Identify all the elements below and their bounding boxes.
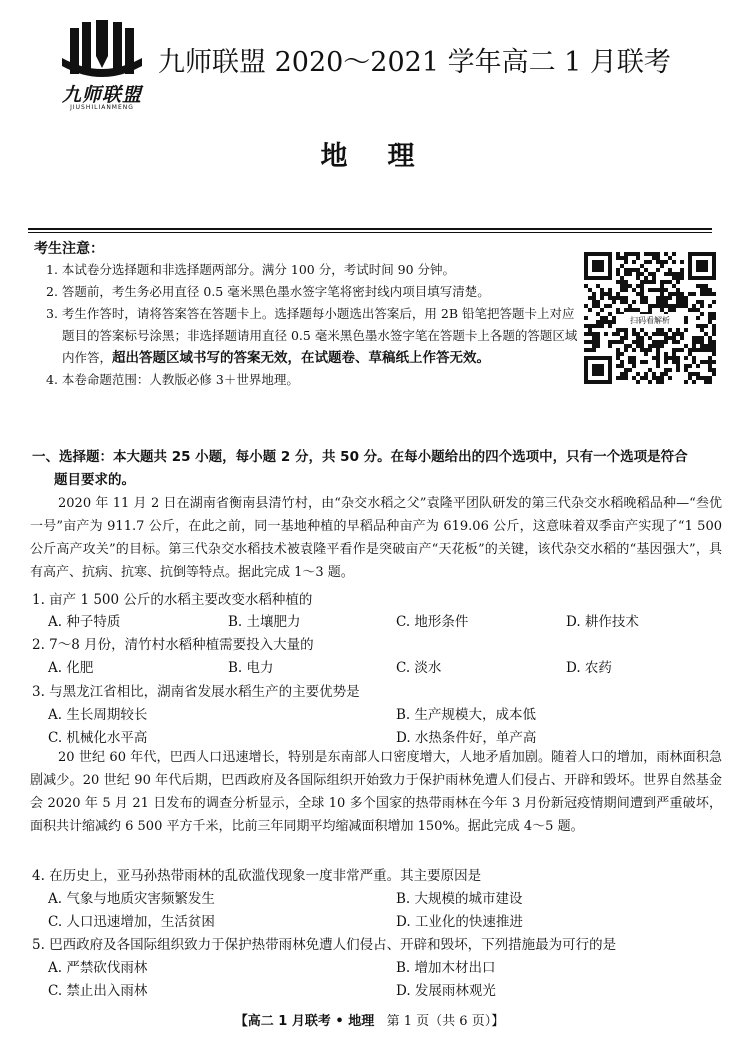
subject-char: 理 bbox=[387, 141, 419, 172]
notice-item-text: 3. 考生作答时，请将答案答在答题卡上。选择题每小题选出答案后，用 2B 铅笔把答题卡上对应题目的答案标号涂黑；非选择题请用直径 0.5 毫米黑色墨水签字笔在答题卡上各题的答题区域内作答， bbox=[46, 306, 578, 365]
passage-2 bbox=[30, 746, 722, 838]
question-1-option-c: C. 地形条件 bbox=[396, 614, 469, 630]
question-3-stem: 3. 与黑龙江省相比，湖南省发展水稻生产的主要优势是 bbox=[32, 684, 360, 700]
header-rule bbox=[28, 228, 712, 230]
footer-exam-name: 【高二 1 月联考 • 地理 bbox=[234, 1014, 375, 1029]
subject-char: 地 bbox=[320, 141, 352, 172]
question-1-option-d: D. 耕作技术 bbox=[566, 614, 639, 630]
question-4-stem: 4. 在历史上，亚马孙热带雨林的乱砍滥伐现象一度非常严重。其主要原因是 bbox=[32, 868, 482, 884]
question-2-option-c: C. 淡水 bbox=[396, 660, 442, 676]
qr-caption: 扫码看解析 bbox=[616, 314, 684, 328]
notice-item: 4. 本卷命题范围：人教版必修 3＋世界地理。 bbox=[46, 372, 299, 387]
footer-page-number: 第 1 页（共 6 页）】 bbox=[386, 1014, 505, 1029]
question-2-option-a: A. 化肥 bbox=[48, 660, 94, 676]
question-4-option-b: B. 大规模的城市建设 bbox=[396, 891, 523, 907]
section-heading-line: 题目要求的。 bbox=[54, 472, 135, 488]
notice-item bbox=[46, 303, 586, 369]
question-3-option-c: C. 机械化水平高 bbox=[48, 730, 148, 746]
question-2-option-d: D. 农药 bbox=[566, 660, 612, 676]
notice-item-emphasis: 超出答题区域书写的答案无效，在试题卷、草稿纸上作答无效。 bbox=[112, 350, 491, 366]
notice-item: 2. 答题前，考生务必用直径 0.5 毫米黑色墨水签字笔将密封线内项目填写清楚。 bbox=[46, 284, 490, 299]
section-heading-line: 一、选择题：本大题共 25 小题，每小题 2 分，共 50 分。在每小题给出的四个选项中，只有一个选项是符合 bbox=[32, 449, 688, 465]
question-3-option-b: B. 生产规模大，成本低 bbox=[396, 707, 537, 723]
question-3-option-d: D. 水热条件好，单产高 bbox=[396, 730, 537, 746]
notice-item: 1. 本试卷分选择题和非选择题两部分。满分 100 分，考试时间 90 分钟。 bbox=[46, 262, 456, 277]
header-rule-thin bbox=[28, 232, 712, 233]
logo-pinyin: JIUSHILIANMENG bbox=[70, 104, 134, 111]
exam-title: 九师联盟 2020～2021 学年高二 1 月联考 bbox=[158, 47, 671, 78]
notice-list bbox=[46, 259, 586, 391]
question-5-option-b: B. 增加木材出口 bbox=[396, 960, 496, 976]
question-1-stem: 1. 亩产 1 500 公斤的水稻主要改变水稻种植的 bbox=[32, 592, 313, 608]
question-5-option-c: C. 禁止出入雨林 bbox=[48, 983, 148, 999]
question-5-option-d: D. 发展雨林观光 bbox=[396, 983, 496, 999]
question-1-option-b: B. 土壤肥力 bbox=[228, 614, 301, 630]
question-5-stem: 5. 巴西政府及各国际组织致力于保护热带雨林免遭人们侵占、开辟和毁坏，下列措施最为可行的是 bbox=[32, 937, 617, 953]
question-3-option-a: A. 生长周期较长 bbox=[48, 707, 148, 723]
question-2-stem: 2. 7～8 月份，清竹村水稻种植需要投入大量的 bbox=[32, 637, 314, 653]
question-4-option-a: A. 气象与地质灾害频繁发生 bbox=[48, 891, 215, 907]
notice-title: 考生注意： bbox=[34, 241, 104, 257]
question-5-option-a: A. 严禁砍伐雨林 bbox=[48, 960, 148, 976]
section-heading bbox=[32, 446, 718, 492]
subject-title bbox=[0, 134, 739, 173]
passage-text: 2020 年 11 月 2 日在湖南省衡南县清竹村，由“杂交水稻之父”袁隆平团队研发的第三代杂交水稻晚稻品种—“叁优一号”亩产为 911.7 公斤，在此之前，同一基地种植的早稻品种亩产为 619.06 公斤，这意味着双季亩产实现了“1 500 公斤高产攻关”的目标。第三代杂交水稻技术被袁隆平看作是突破亩产“天花板”的关键，该代杂交水稻的“基因强大”，具有高产、抗病、抗寒、抗倒等特点。据此完成 1～3 题。 bbox=[30, 496, 722, 580]
page-footer bbox=[0, 1010, 739, 1029]
question-1-option-a: A. 种子特质 bbox=[48, 614, 121, 630]
question-4-option-d: D. 工业化的快速推进 bbox=[396, 914, 523, 930]
logo-text: 九师联盟 bbox=[61, 84, 142, 106]
passage-1 bbox=[30, 492, 722, 584]
question-4-option-c: C. 人口迅速增加，生活贫困 bbox=[48, 914, 215, 930]
passage-text: 20 世纪 60 年代，巴西人口迅速增长，特别是东南部人口密度增大，人地矛盾加剧。随着人口的增加，雨林面积急剧减少。20 世纪 90 年代后期，巴西政府及各国际组织开始致力于保护雨林免遭人们侵占、开辟和毁坏。世界自然基金会 2020 年 5 月 21 日发布的调查分析显示，全球 10 多个国家的热带雨林在今年 3 月份新冠疫情期间遭到严重破坏，面积共计缩减约 6 500 平方千米，比前三年同期平均缩减面积增加 150%。据此完成 4～5 题。 bbox=[30, 750, 722, 834]
question-2-option-b: B. 电力 bbox=[228, 660, 274, 676]
